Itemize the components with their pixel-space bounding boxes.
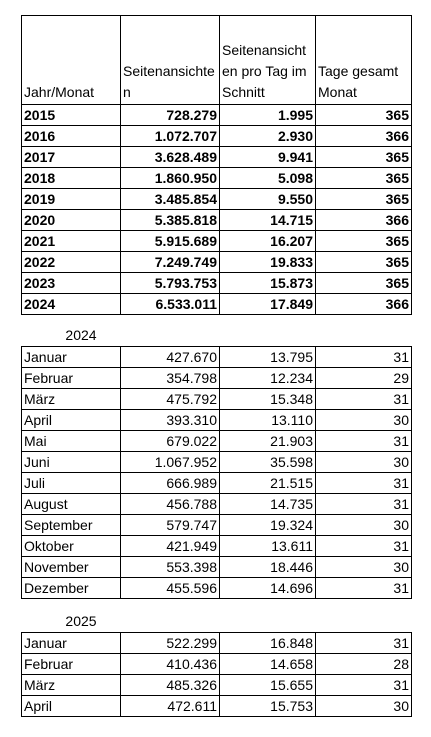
page-views-cell: 7.249.749 (121, 252, 220, 273)
days-cell: 365 (316, 273, 412, 294)
page-views-cell: 410.436 (121, 654, 220, 675)
table-row (22, 105, 412, 126)
table-row (22, 126, 412, 147)
days-cell: 31 (316, 536, 412, 557)
table-row (22, 557, 412, 578)
days-cell: 366 (316, 126, 412, 147)
views-per-day-cell: 13.795 (220, 347, 316, 368)
views-per-day-cell: 15.655 (220, 675, 316, 696)
table-row (22, 473, 412, 494)
row-label: 2023 (22, 273, 121, 294)
header-views-per-day: Seitenansichten pro Tag im Schnitt (220, 16, 316, 105)
views-per-day-cell: 15.873 (220, 273, 316, 294)
page-views-cell: 1.067.952 (121, 452, 220, 473)
days-cell: 30 (316, 515, 412, 536)
row-label: November (22, 557, 121, 578)
page-views-cell: 421.949 (121, 536, 220, 557)
monthly-table-2024 (21, 346, 412, 599)
days-cell: 366 (316, 294, 412, 315)
views-per-day-cell: 21.515 (220, 473, 316, 494)
page-views-cell: 3.628.489 (121, 147, 220, 168)
header-total-days: Tage gesamt Monat (316, 16, 412, 105)
yearly-table (21, 15, 412, 315)
page-views-cell: 3.485.854 (121, 189, 220, 210)
days-cell: 30 (316, 696, 412, 717)
row-label: 2024 (22, 294, 121, 315)
views-per-day-cell: 14.715 (220, 210, 316, 231)
row-label: Januar (22, 633, 121, 654)
views-per-day-cell: 13.110 (220, 410, 316, 431)
views-per-day-cell: 9.941 (220, 147, 316, 168)
days-cell: 30 (316, 557, 412, 578)
page-views-cell: 553.398 (121, 557, 220, 578)
table-row (22, 294, 412, 315)
monthly-table-2025 (21, 632, 412, 717)
page-views-cell: 354.798 (121, 368, 220, 389)
views-per-day-cell: 19.833 (220, 252, 316, 273)
page-views-cell: 5.915.689 (121, 231, 220, 252)
table-row (22, 368, 412, 389)
views-per-day-cell: 5.098 (220, 168, 316, 189)
table-row (22, 578, 412, 599)
views-per-day-cell: 16.207 (220, 231, 316, 252)
row-label: April (22, 410, 121, 431)
page-views-cell: 1.860.950 (121, 168, 220, 189)
table-row (22, 452, 412, 473)
page-views-cell: 475.792 (121, 389, 220, 410)
table-row (22, 252, 412, 273)
row-label: 2020 (22, 210, 121, 231)
views-per-day-cell: 19.324 (220, 515, 316, 536)
row-label: Februar (22, 654, 121, 675)
days-cell: 31 (316, 431, 412, 452)
row-label: Oktober (22, 536, 121, 557)
table-row (22, 410, 412, 431)
page-views-cell: 485.326 (121, 675, 220, 696)
days-cell: 31 (316, 347, 412, 368)
header-year-month: Jahr/Monat (22, 16, 121, 105)
views-per-day-cell: 15.753 (220, 696, 316, 717)
page-views-cell: 522.299 (121, 633, 220, 654)
row-label: April (22, 696, 121, 717)
views-per-day-cell: 12.234 (220, 368, 316, 389)
page-views-cell: 5.385.818 (121, 210, 220, 231)
section-title-2025: 2025 (65, 613, 97, 629)
table-row (22, 168, 412, 189)
days-cell: 29 (316, 368, 412, 389)
row-label: August (22, 494, 121, 515)
page-views-cell: 728.279 (121, 105, 220, 126)
row-label: Juli (22, 473, 121, 494)
page-views-cell: 455.596 (121, 578, 220, 599)
views-per-day-cell: 15.348 (220, 389, 316, 410)
header-row (22, 16, 412, 105)
row-label: Juni (22, 452, 121, 473)
days-cell: 365 (316, 189, 412, 210)
page-views-cell: 6.533.011 (121, 294, 220, 315)
table-row (22, 536, 412, 557)
page-views-cell: 5.793.753 (121, 273, 220, 294)
days-cell: 365 (316, 231, 412, 252)
table-row (22, 696, 412, 717)
views-per-day-cell: 9.550 (220, 189, 316, 210)
days-cell: 365 (316, 105, 412, 126)
table-row (22, 273, 412, 294)
row-label: Januar (22, 347, 121, 368)
table-row (22, 654, 412, 675)
table-row (22, 431, 412, 452)
table-row (22, 347, 412, 368)
views-per-day-cell: 21.903 (220, 431, 316, 452)
table-row (22, 633, 412, 654)
views-per-day-cell: 14.658 (220, 654, 316, 675)
row-label: 2022 (22, 252, 121, 273)
days-cell: 366 (316, 210, 412, 231)
days-cell: 365 (316, 147, 412, 168)
table-row (22, 494, 412, 515)
views-per-day-cell: 14.696 (220, 578, 316, 599)
table-row (22, 389, 412, 410)
row-label: Dezember (22, 578, 121, 599)
page-views-cell: 679.022 (121, 431, 220, 452)
row-label: 2016 (22, 126, 121, 147)
page-views-cell: 666.989 (121, 473, 220, 494)
days-cell: 31 (316, 389, 412, 410)
row-label: 2018 (22, 168, 121, 189)
page-views-cell: 579.747 (121, 515, 220, 536)
page-views-cell: 427.670 (121, 347, 220, 368)
days-cell: 31 (316, 633, 412, 654)
table-row (22, 147, 412, 168)
views-per-day-cell: 18.446 (220, 557, 316, 578)
views-per-day-cell: 2.930 (220, 126, 316, 147)
days-cell: 30 (316, 452, 412, 473)
table-row (22, 515, 412, 536)
row-label: 2019 (22, 189, 121, 210)
table-row (22, 231, 412, 252)
page-views-cell: 472.611 (121, 696, 220, 717)
days-cell: 31 (316, 494, 412, 515)
days-cell: 365 (316, 252, 412, 273)
page-views-cell: 393.310 (121, 410, 220, 431)
section-title-2024: 2024 (65, 327, 97, 343)
views-per-day-cell: 16.848 (220, 633, 316, 654)
row-label: September (22, 515, 121, 536)
views-per-day-cell: 17.849 (220, 294, 316, 315)
row-label: 2017 (22, 147, 121, 168)
days-cell: 31 (316, 473, 412, 494)
row-label: März (22, 675, 121, 696)
row-label: Mai (22, 431, 121, 452)
table-row (22, 675, 412, 696)
row-label: 2021 (22, 231, 121, 252)
days-cell: 31 (316, 578, 412, 599)
header-page-views: Seitenansichten (121, 16, 220, 105)
days-cell: 365 (316, 168, 412, 189)
row-label: 2015 (22, 105, 121, 126)
row-label: Februar (22, 368, 121, 389)
page-views-cell: 1.072.707 (121, 126, 220, 147)
days-cell: 28 (316, 654, 412, 675)
views-per-day-cell: 13.611 (220, 536, 316, 557)
page-views-cell: 456.788 (121, 494, 220, 515)
table-row (22, 189, 412, 210)
row-label: März (22, 389, 121, 410)
days-cell: 30 (316, 410, 412, 431)
days-cell: 31 (316, 675, 412, 696)
views-per-day-cell: 14.735 (220, 494, 316, 515)
table-row (22, 210, 412, 231)
views-per-day-cell: 35.598 (220, 452, 316, 473)
views-per-day-cell: 1.995 (220, 105, 316, 126)
